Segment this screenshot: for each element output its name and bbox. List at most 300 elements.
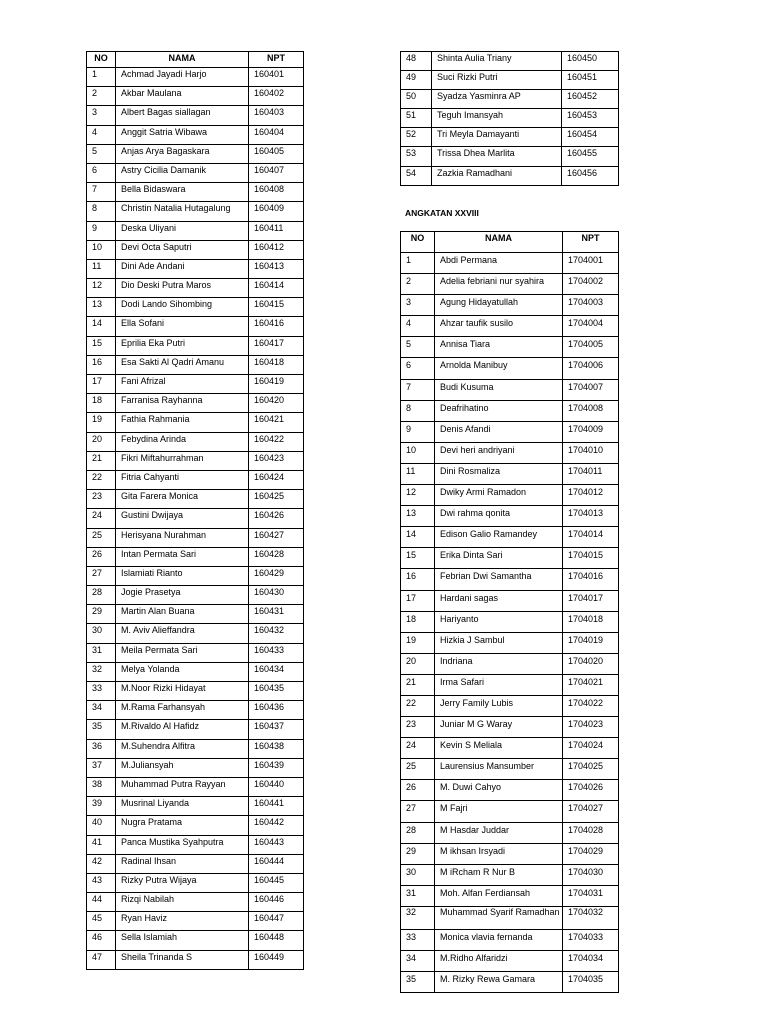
student-npt: 160452 (562, 90, 619, 109)
row-number: 51 (401, 109, 432, 128)
table-row (87, 490, 304, 509)
student-name: M.Rivaldo Al Hafidz (116, 720, 249, 739)
student-name: Abdi Permana (435, 253, 563, 274)
table-row (87, 336, 304, 355)
table-row (87, 106, 304, 125)
student-npt: 160405 (249, 144, 304, 163)
student-npt: 160416 (249, 317, 304, 336)
student-npt: 160404 (249, 125, 304, 144)
student-name: M.Ridho Alfaridzi (435, 951, 563, 972)
row-number: 18 (401, 611, 435, 632)
table-header-row (87, 52, 304, 68)
student-name: Achmad Jayadi Harjo (116, 68, 249, 87)
student-name: Adelia febriani nur syahira (435, 274, 563, 295)
row-number: 2 (401, 274, 435, 295)
student-npt: 1704013 (563, 506, 619, 527)
student-npt: 1704017 (563, 590, 619, 611)
student-name: Laurensius Mansumber (435, 759, 563, 780)
student-name: Albert Bagas siallagan (116, 106, 249, 125)
table-row (401, 506, 619, 527)
student-name: Devi Octa Saputri (116, 240, 249, 259)
table-row (401, 337, 619, 358)
student-name: Meila Permata Sari (116, 643, 249, 662)
student-name: M. Aviv Alieffandra (116, 624, 249, 643)
student-name: Ahzar taufik susilo (435, 316, 563, 337)
row-number: 14 (401, 527, 435, 548)
student-npt: 1704021 (563, 674, 619, 695)
table-row (87, 720, 304, 739)
table-row (87, 835, 304, 854)
table-row (87, 950, 304, 969)
table-row (87, 682, 304, 701)
table-row (87, 355, 304, 374)
row-number: 39 (87, 797, 116, 816)
student-name: Hariyanto (435, 611, 563, 632)
row-number: 10 (401, 442, 435, 463)
student-npt: 1704014 (563, 527, 619, 548)
student-npt: 1704028 (563, 822, 619, 843)
student-name: Muhammad Putra Rayyan (116, 777, 249, 796)
table-row (87, 528, 304, 547)
header-nama: NAMA (435, 232, 563, 253)
student-npt: 1704001 (563, 253, 619, 274)
row-number: 24 (401, 738, 435, 759)
table-row (401, 52, 619, 71)
table-row (87, 777, 304, 796)
student-name: Intan Permata Sari (116, 547, 249, 566)
row-number: 6 (87, 163, 116, 182)
table-row (87, 375, 304, 394)
student-name: Esa Sakti Al Qadri Amanu (116, 355, 249, 374)
student-npt: 160455 (562, 147, 619, 166)
student-npt: 1704003 (563, 295, 619, 316)
row-number: 35 (401, 972, 435, 993)
student-name: M. Rizky Rewa Gamara (435, 972, 563, 993)
row-number: 52 (401, 128, 432, 147)
student-name: Annisa Tiara (435, 337, 563, 358)
row-number: 25 (87, 528, 116, 547)
table-row (401, 611, 619, 632)
student-npt: 160445 (249, 873, 304, 892)
table-row (87, 413, 304, 432)
student-npt: 160414 (249, 279, 304, 298)
student-name: Hizkia J Sambul (435, 632, 563, 653)
table-row (87, 643, 304, 662)
student-name: Agung Hidayatullah (435, 295, 563, 316)
row-number: 13 (401, 506, 435, 527)
row-number: 12 (401, 485, 435, 506)
header-npt: NPT (249, 52, 304, 68)
table-row (87, 221, 304, 240)
row-number: 21 (87, 451, 116, 470)
student-name: Moh. Alfan Ferdiansah (435, 885, 563, 906)
table-row (87, 125, 304, 144)
table-row (87, 202, 304, 221)
student-name: Edison Galio Ramandey (435, 527, 563, 548)
row-number: 5 (401, 337, 435, 358)
student-npt: 160426 (249, 509, 304, 528)
student-npt: 160442 (249, 816, 304, 835)
student-name: Astry Cicilia Damanik (116, 163, 249, 182)
student-name: Febydina Arinda (116, 432, 249, 451)
row-number: 7 (87, 183, 116, 202)
table-row (401, 653, 619, 674)
table-row (401, 717, 619, 738)
student-npt: 1704011 (563, 463, 619, 484)
student-npt: 1704006 (563, 358, 619, 379)
row-number: 17 (401, 590, 435, 611)
row-number: 42 (87, 854, 116, 873)
student-npt: 160401 (249, 68, 304, 87)
row-number: 18 (87, 394, 116, 413)
student-name: Budi Kusuma (435, 379, 563, 400)
student-name: Deafrihatino (435, 400, 563, 421)
row-number: 12 (87, 279, 116, 298)
row-number: 13 (87, 298, 116, 317)
student-name: Melya Yolanda (116, 662, 249, 681)
student-npt: 1704026 (563, 780, 619, 801)
row-number: 29 (401, 843, 435, 864)
student-name: Christin Natalia Hutagalung (116, 202, 249, 221)
student-name: Arnolda Manibuy (435, 358, 563, 379)
row-number: 2 (87, 87, 116, 106)
student-name: Musrinal Liyanda (116, 797, 249, 816)
row-number: 20 (401, 653, 435, 674)
student-npt: 160438 (249, 739, 304, 758)
student-name: Fikri Miftahurrahman (116, 451, 249, 470)
student-npt: 1704005 (563, 337, 619, 358)
student-name: Kevin S Meliala (435, 738, 563, 759)
row-number: 50 (401, 90, 432, 109)
student-npt: 1704008 (563, 400, 619, 421)
row-number: 31 (401, 885, 435, 906)
student-name: M.Suhendra Alfitra (116, 739, 249, 758)
student-npt: 160408 (249, 183, 304, 202)
student-npt: 1704019 (563, 632, 619, 653)
student-name: M ikhsan Irsyadi (435, 843, 563, 864)
student-npt: 160402 (249, 87, 304, 106)
table-row (401, 885, 619, 906)
student-npt: 160413 (249, 259, 304, 278)
table-row (87, 432, 304, 451)
row-number: 23 (87, 490, 116, 509)
row-number: 8 (401, 400, 435, 421)
student-npt: 160424 (249, 470, 304, 489)
student-name: Akbar Maulana (116, 87, 249, 106)
student-npt: 160430 (249, 586, 304, 605)
student-npt: 160415 (249, 298, 304, 317)
table-row (401, 864, 619, 885)
table-row (401, 442, 619, 463)
row-number: 14 (87, 317, 116, 336)
row-number: 4 (87, 125, 116, 144)
row-number: 34 (87, 701, 116, 720)
table-row (401, 166, 619, 185)
table-row (87, 586, 304, 605)
row-number: 24 (87, 509, 116, 528)
student-npt: 1704024 (563, 738, 619, 759)
row-number: 22 (87, 470, 116, 489)
student-name: Gustini Dwijaya (116, 509, 249, 528)
table-row (401, 400, 619, 421)
student-name: Dini Ade Andani (116, 259, 249, 278)
row-number: 32 (401, 906, 435, 929)
row-number: 28 (401, 822, 435, 843)
table-row (401, 695, 619, 716)
student-name: Dwiky Armi Ramadon (435, 485, 563, 506)
student-npt: 1704029 (563, 843, 619, 864)
row-number: 35 (87, 720, 116, 739)
section-heading-angkatan: ANGKATAN XXVIII (405, 208, 479, 218)
student-npt: 160449 (249, 950, 304, 969)
student-name: Jerry Family Lubis (435, 695, 563, 716)
student-name: Monica vlavia fernanda (435, 929, 563, 950)
student-npt: 1704027 (563, 801, 619, 822)
row-number: 27 (87, 566, 116, 585)
student-npt: 160440 (249, 777, 304, 796)
student-npt: 160447 (249, 912, 304, 931)
student-npt: 160420 (249, 394, 304, 413)
row-number: 3 (87, 106, 116, 125)
student-npt: 160431 (249, 605, 304, 624)
student-name: Muhammad Syarif Ramadhan (435, 906, 563, 929)
table-row (401, 527, 619, 548)
row-number: 26 (87, 547, 116, 566)
student-name: Juniar M G Waray (435, 717, 563, 738)
table-header-row (401, 232, 619, 253)
row-number: 40 (87, 816, 116, 835)
header-no: NO (401, 232, 435, 253)
row-number: 45 (87, 912, 116, 931)
student-npt: 1704032 (563, 906, 619, 929)
row-number: 20 (87, 432, 116, 451)
student-npt: 1704020 (563, 653, 619, 674)
student-name: M Hasdar Juddar (435, 822, 563, 843)
row-number: 30 (87, 624, 116, 643)
student-npt: 160418 (249, 355, 304, 374)
student-npt: 160419 (249, 375, 304, 394)
row-number: 30 (401, 864, 435, 885)
student-npt: 160421 (249, 413, 304, 432)
table-row (87, 931, 304, 950)
row-number: 53 (401, 147, 432, 166)
student-name: Ryan Haviz (116, 912, 249, 931)
row-number: 21 (401, 674, 435, 695)
table-row (401, 951, 619, 972)
table-row (401, 463, 619, 484)
student-npt: 160422 (249, 432, 304, 451)
student-name: Farranisa Rayhanna (116, 394, 249, 413)
student-name: Ella Sofani (116, 317, 249, 336)
student-npt: 160434 (249, 662, 304, 681)
student-npt: 160444 (249, 854, 304, 873)
student-npt: 160451 (562, 71, 619, 90)
table-row (401, 421, 619, 442)
student-npt: 1704009 (563, 421, 619, 442)
student-npt: 160450 (562, 52, 619, 71)
student-name: M.Rama Farhansyah (116, 701, 249, 720)
student-npt: 1704002 (563, 274, 619, 295)
row-number: 29 (87, 605, 116, 624)
student-npt: 160456 (562, 166, 619, 185)
table-row (87, 298, 304, 317)
row-number: 19 (401, 632, 435, 653)
student-npt: 160423 (249, 451, 304, 470)
student-name: Zazkia Ramadhani (432, 166, 562, 185)
table-row (87, 758, 304, 777)
table-row (401, 569, 619, 590)
student-name: Syadza Yasminra AP (432, 90, 562, 109)
table-row (87, 451, 304, 470)
row-number: 8 (87, 202, 116, 221)
student-npt: 160417 (249, 336, 304, 355)
student-npt: 1704031 (563, 885, 619, 906)
student-name: Eprilia Eka Putri (116, 336, 249, 355)
student-npt: 160439 (249, 758, 304, 777)
row-number: 49 (401, 71, 432, 90)
table-row (87, 279, 304, 298)
student-npt: 1704015 (563, 548, 619, 569)
row-number: 4 (401, 316, 435, 337)
row-number: 43 (87, 873, 116, 892)
student-npt: 160432 (249, 624, 304, 643)
student-npt: 160433 (249, 643, 304, 662)
table-row (401, 109, 619, 128)
student-name: Fitria Cahyanti (116, 470, 249, 489)
header-npt: NPT (563, 232, 619, 253)
row-number: 44 (87, 893, 116, 912)
student-table-continued (400, 51, 619, 186)
student-npt: 1704016 (563, 569, 619, 590)
table-row (87, 893, 304, 912)
table-row (87, 317, 304, 336)
table-row (401, 738, 619, 759)
table-row (401, 780, 619, 801)
row-number: 27 (401, 801, 435, 822)
row-number: 33 (87, 682, 116, 701)
row-number: 46 (87, 931, 116, 950)
row-number: 1 (401, 253, 435, 274)
table-row (87, 816, 304, 835)
table-row (87, 566, 304, 585)
student-name: Trissa Dhea Marlita (432, 147, 562, 166)
student-name: Denis Afandi (435, 421, 563, 442)
row-number: 54 (401, 166, 432, 185)
student-npt: 160425 (249, 490, 304, 509)
table-row (87, 259, 304, 278)
row-number: 1 (87, 68, 116, 87)
student-npt: 1704034 (563, 951, 619, 972)
row-number: 47 (87, 950, 116, 969)
row-number: 10 (87, 240, 116, 259)
table-row (401, 590, 619, 611)
table-row (401, 379, 619, 400)
table-row (87, 701, 304, 720)
table-row (401, 674, 619, 695)
row-number: 11 (87, 259, 116, 278)
student-npt: 1704030 (563, 864, 619, 885)
row-number: 15 (401, 548, 435, 569)
table-row (401, 548, 619, 569)
student-name: M. Duwi Cahyo (435, 780, 563, 801)
row-number: 36 (87, 739, 116, 758)
student-npt: 1704035 (563, 972, 619, 993)
table-row (87, 739, 304, 758)
student-name: Herisyana Nurahman (116, 528, 249, 547)
header-nama: NAMA (116, 52, 249, 68)
table-row (87, 394, 304, 413)
row-number: 15 (87, 336, 116, 355)
student-npt: 1704004 (563, 316, 619, 337)
student-table-left (86, 51, 304, 970)
student-npt: 1704010 (563, 442, 619, 463)
table-row (401, 274, 619, 295)
row-number: 17 (87, 375, 116, 394)
table-row (401, 253, 619, 274)
table-row (401, 843, 619, 864)
student-npt: 160454 (562, 128, 619, 147)
row-number: 41 (87, 835, 116, 854)
table-row (87, 240, 304, 259)
student-name: M Fajri (435, 801, 563, 822)
row-number: 38 (87, 777, 116, 796)
student-name: Dwi rahma qonita (435, 506, 563, 527)
student-npt: 1704025 (563, 759, 619, 780)
row-number: 26 (401, 780, 435, 801)
student-npt: 1704033 (563, 929, 619, 950)
row-number: 3 (401, 295, 435, 316)
student-npt: 160427 (249, 528, 304, 547)
student-name: Sheila Trinanda S (116, 950, 249, 969)
student-name: M iRcham R Nur B (435, 864, 563, 885)
student-npt: 160453 (562, 109, 619, 128)
table-row (401, 147, 619, 166)
student-name: Gita Farera Monica (116, 490, 249, 509)
table-row (87, 144, 304, 163)
student-name: Fani Afrizal (116, 375, 249, 394)
table-row (401, 801, 619, 822)
student-name: Teguh Imansyah (432, 109, 562, 128)
row-number: 16 (401, 569, 435, 590)
student-name: Erika Dinta Sari (435, 548, 563, 569)
row-number: 5 (87, 144, 116, 163)
student-npt: 1704012 (563, 485, 619, 506)
student-npt: 160436 (249, 701, 304, 720)
row-number: 34 (401, 951, 435, 972)
table-row (401, 128, 619, 147)
table-row (401, 906, 619, 929)
student-npt: 160407 (249, 163, 304, 182)
student-name: Dodi Lando Sihombing (116, 298, 249, 317)
table-row (401, 316, 619, 337)
student-npt: 160435 (249, 682, 304, 701)
student-npt: 160441 (249, 797, 304, 816)
row-number: 11 (401, 463, 435, 484)
student-name: Fathia Rahmania (116, 413, 249, 432)
row-number: 28 (87, 586, 116, 605)
table-row (87, 547, 304, 566)
table-row (401, 71, 619, 90)
student-npt: 160437 (249, 720, 304, 739)
student-name: Bella Bidaswara (116, 183, 249, 202)
row-number: 19 (87, 413, 116, 432)
student-name: Dio Deski Putra Maros (116, 279, 249, 298)
student-name: Jogie Prasetya (116, 586, 249, 605)
row-number: 48 (401, 52, 432, 71)
row-number: 32 (87, 662, 116, 681)
row-number: 37 (87, 758, 116, 777)
table-row (87, 68, 304, 87)
